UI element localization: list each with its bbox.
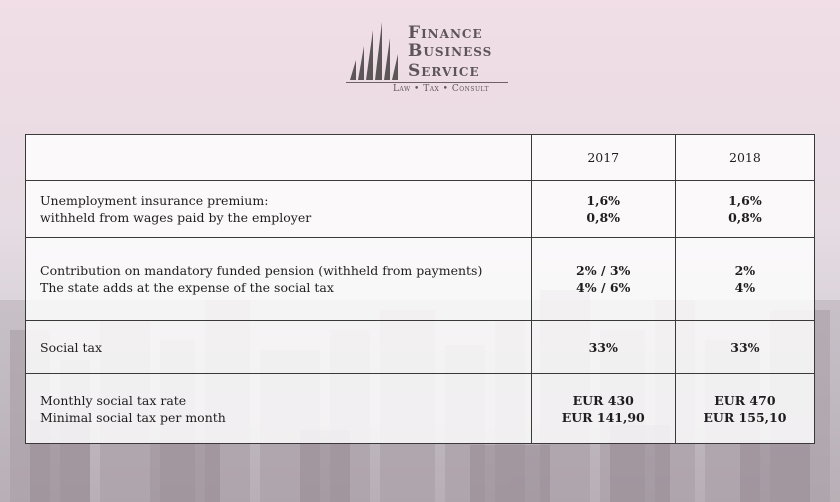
row-label-cell [26,238,532,321]
table-row [26,321,815,374]
value-2018: 2% [734,263,756,278]
value-2017: EUR 430 [572,392,634,408]
row-label-cell [26,321,532,374]
value-2017-cell [531,238,675,321]
value-2017: 1,6% [586,193,621,208]
value-2017: 2% / 3% [576,263,631,278]
value-2017: 4% / 6% [576,280,631,295]
header-2018: 2018 [675,135,814,181]
logo-divider [346,82,508,83]
row-label: Unemployment insurance premium: [40,193,269,208]
row-label-cell [26,181,532,238]
value-2017-cell [531,181,675,238]
table-header-row [26,135,815,181]
value-2018: EUR 470 [714,392,776,408]
value-2018: 33% [730,339,760,355]
table-row [26,181,815,238]
skyscraper-logo-icon [346,20,406,82]
row-label: Minimal social tax per month [40,409,226,425]
row-label: The state adds at the expense of the social tax [40,280,334,295]
company-logo [346,20,516,98]
header-2017: 2017 [531,135,675,181]
table-row [26,238,815,321]
logo-title-line-3: Service [408,61,480,81]
value-2017-cell [531,321,675,374]
value-2017: EUR 141,90 [561,409,645,425]
value-2018: EUR 155,10 [703,409,787,425]
value-2018: 0,8% [728,210,762,225]
table-row [26,374,815,444]
logo-subtitle: Law • Tax • Consult [392,84,490,94]
row-label: Social tax [40,339,103,355]
tax-rates-table [25,134,815,444]
value-2018: 1,6% [728,193,762,208]
value-2017: 0,8% [586,210,621,225]
value-2018-cell [675,181,814,238]
value-2017-cell [531,374,675,444]
logo-title-line-1: Finance [408,23,483,43]
row-label: Contribution on mandatory funded pension (withheld from payments) [40,263,483,278]
row-label: withheld from wages paid by the employer [40,210,312,225]
value-2018: 4% [734,280,756,295]
logo-title-line-2: Business [408,41,493,61]
value-2017: 33% [588,339,618,355]
row-label-cell [26,374,532,444]
value-2018-cell [675,238,814,321]
value-2018-cell [675,374,814,444]
row-label: Monthly social tax rate [40,392,187,408]
header-empty-cell [26,135,532,181]
value-2018-cell [675,321,814,374]
